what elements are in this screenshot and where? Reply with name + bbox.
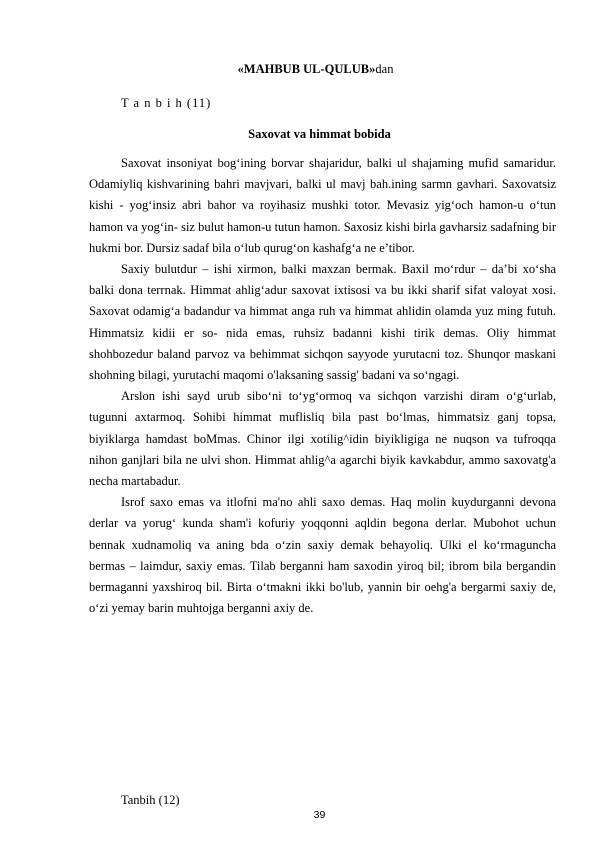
subtitle-heading: T a n b i h (11)	[121, 96, 212, 110]
page-number: 39	[313, 809, 326, 821]
next-section-heading: Tanbih (12)	[121, 793, 180, 807]
section-title: Saxovat va himmat bobida	[248, 127, 391, 141]
paragraph-2: Saxiy bulutdur – ishi xirmon, balki maxzan bermak. Baxil mo‘rdur – da’bi xo‘sha balki dona terrnak. Himmat ahlig‘adur saxovat ixtisosi va bu ikki sharif sifat valoyat xosi. Saxovat odamig‘a badandur va himmat anga ruh va himmat ahlidin olamda yuz ming futuh. Himmatsiz kidii er so- nida emas, ruhsiz badanni kishi tirik demas. Oliy himmat shohbozedur baland parvoz va behimmat sichqon sayyode yurutacni toz. Shunqor maskani shohning bilagi, yurutachi maqomi o'laksaning sassig' badani va so‘ngagi.	[89, 262, 556, 383]
title-bold: «MAHBUB UL-QULUB»	[237, 62, 376, 76]
document-title	[0, 61, 595, 77]
body-text	[89, 153, 556, 619]
paragraph-3: Arslon ishi sayd urub sibo‘ni to‘yg‘ormoq va sichqon varzishi diram o‘g‘urlab, tugunni axtarmoq. Sohibi himmat muflisliq bila past bo‘lmas, himmatsiz ganj topsa, biyiklarga hamdast boMmas. Chinor ilgi xotilig^idin biyikligiga ne nuqson va tufroqqa nihon ganjlari bila ne ulvi shon. Himmat ahlig^a agarchi biyik kavkabdur, ammo saxovatg'a necha martabadur.	[89, 389, 556, 489]
paragraph-4: Isrof saxo emas va itlofni ma'no ahli saxo demas. Haq molin kuydurganni devona derlar va yorug‘ kunda sham'i kofuriy yoqqonni aqldin begona derlar. Mubohot uchun bennak xudnamoliq va aning bda o‘zin saxiy demak behayoliq. Ulki el ko‘rmaguncha bermas – laimdur, saxiy emas. Tilab berganni ham saxodin yiroq bil; ibrom bila bergandin bermaganni yaxshiroq bil. Birta o‘tmakni ikki bo'lub, yannin bir oehg'a bergarmi saxiy de, o‘zi yemay barin muhtojga berganni axiy de.	[89, 495, 556, 616]
title-suffix: dan	[375, 62, 394, 76]
paragraph-1: Saxovat insoniyat bog‘ining borvar shajaridur, balki ul shajaming mufid samaridur. Odamiyliq kishvarining bahri mavjvari, balki ul mavj bah.ining sarmn gavhari. Saxovatsiz kishi - yog‘insiz abri bahor va royihasiz mushki totor. Mevasiz yig‘och hamon-u o‘tun hamon va yog‘in- siz bulut hamon-u tutun hamon. Saxosiz kishi birla gavharsiz sadafning bir hukmi bor. Dursiz sadaf bila o‘lub qurug‘on kashafg‘a ne e’tibor.	[89, 156, 556, 255]
